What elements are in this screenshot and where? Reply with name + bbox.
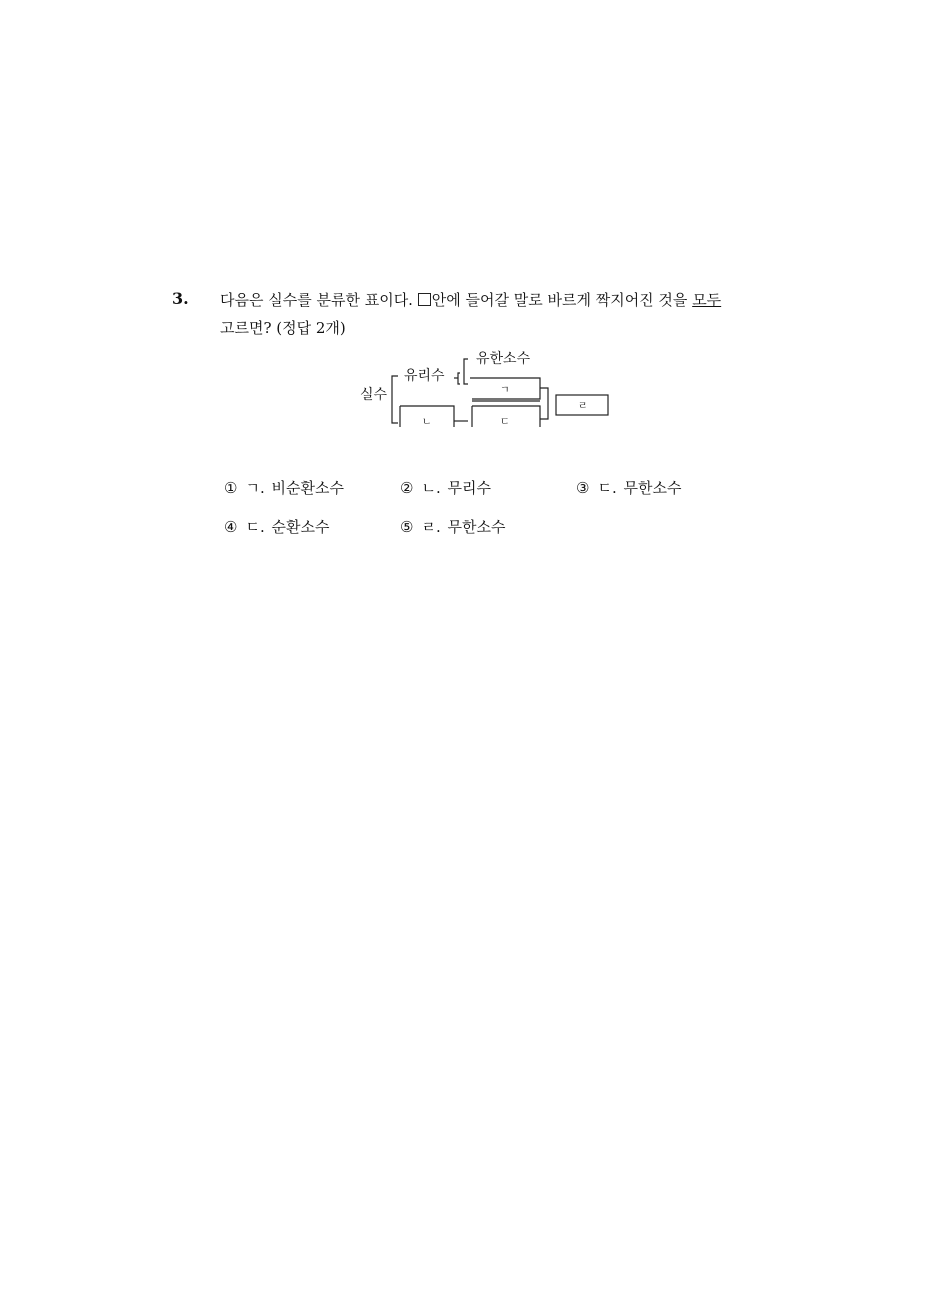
real-number-classification-diagram [340,345,630,435]
answer-option-2[interactable] [400,477,491,498]
answer-option-4[interactable] [224,516,329,537]
question-number: 3. [172,289,189,308]
question-text-line-2: 고르면? (정답 2개) [220,319,346,337]
answer-option-1[interactable] [224,477,344,498]
answer-option-3[interactable] [576,477,681,498]
option-text: 순환소수 [271,518,330,536]
option-jamo: ㄷ. [597,479,617,497]
option-text: 비순환소수 [271,479,344,497]
question-text-part-2: 안에 들어갈 말로 바르게 짝지어진 것을 [431,291,693,309]
option-number: ① [224,479,238,497]
option-number: ② [400,479,414,497]
option-jamo: ㄴ. [421,479,441,497]
diagram-box-c-label: ㄷ [500,417,510,428]
option-text: 무리수 [447,479,491,497]
option-jamo: ㄱ. [245,479,265,497]
diagram-box-d-label: ㄹ [578,401,588,412]
option-jamo: ㄹ. [421,518,441,536]
question-text-part-1: 다음은 실수를 분류한 표이다. [220,291,418,309]
answer-option-5[interactable] [400,516,505,537]
option-number: ④ [224,518,238,536]
option-text: 무한소수 [623,479,682,497]
question-emphasis-all: 모두 [692,291,722,309]
option-number: ③ [576,479,590,497]
diagram-label-finite-decimal: 유한소수 [476,351,531,367]
option-jamo: ㄷ. [245,518,265,536]
diagram-label-rational: 유리수 [404,368,445,384]
blank-box-symbol [418,293,431,306]
diagram-label-real: 실수 [360,387,388,403]
question-text-line-1 [220,289,721,310]
option-number: ⑤ [400,518,414,536]
diagram-box-b-label: ㄴ [422,417,432,428]
option-text: 무한소수 [447,518,506,536]
diagram-box-a-label: ㄱ [500,385,510,396]
